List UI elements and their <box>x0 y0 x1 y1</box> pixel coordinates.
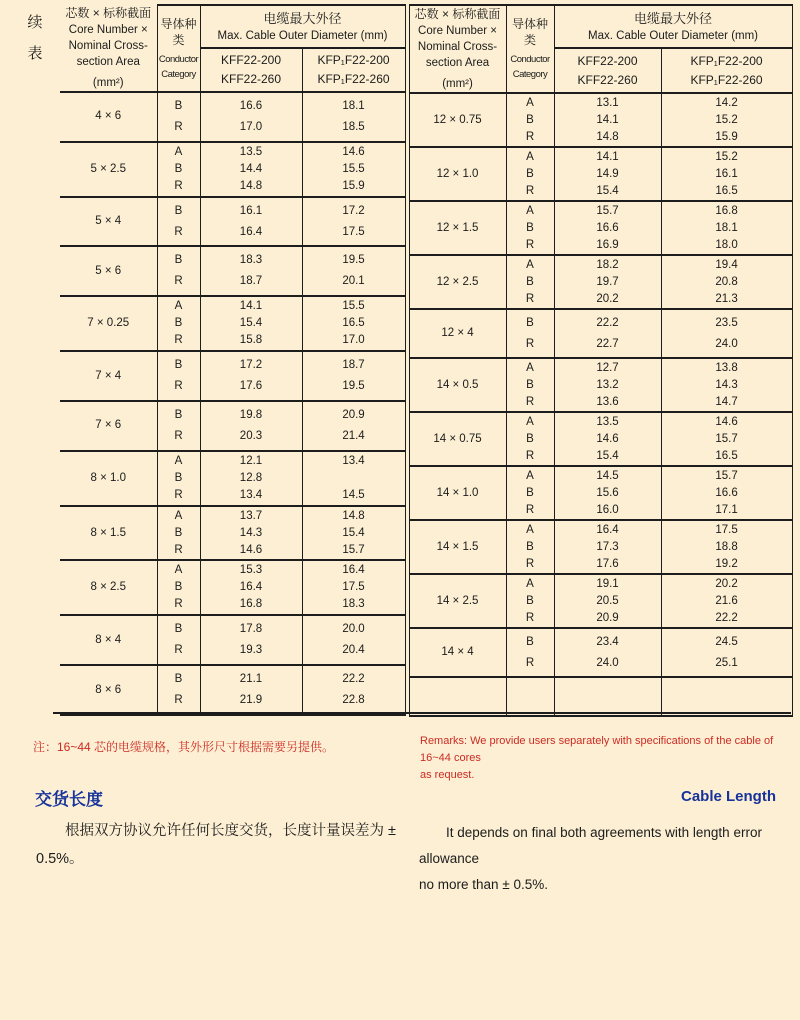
kfp-diameter-cell: 23.5 24.0 <box>661 309 792 358</box>
kfp-diameter-cell: 20.2 21.6 22.2 <box>661 574 792 628</box>
conductor-category-cell: B R <box>157 246 200 296</box>
continued-table-label <box>26 7 44 69</box>
header-line: KFF22-200 <box>220 52 282 67</box>
kff-diameter-cell: 13.7 14.3 14.6 <box>200 506 302 561</box>
table-row-group <box>60 615 405 665</box>
core-header-cell <box>409 5 506 93</box>
kff-diameter-cell: 14.1 14.9 15.4 <box>554 147 661 201</box>
header-line: KFP₁F22-200 <box>690 53 763 68</box>
kff-diameter-cell: 16.4 17.3 17.6 <box>554 520 661 574</box>
core-size-cell: 14 × 1.5 <box>409 520 506 574</box>
header-line: 芯数 × 标称截面 <box>414 7 501 21</box>
core-size-cell: 12 × 1.0 <box>409 147 506 201</box>
kfp-diameter-cell: 14.2 15.2 15.9 <box>661 93 792 147</box>
core-size-cell: 8 × 1.0 <box>60 451 157 506</box>
kff-diameter-cell <box>554 677 661 716</box>
table-body-left <box>60 92 405 715</box>
kff-diameter-cell: 18.2 19.7 20.2 <box>554 255 661 309</box>
table-row-group <box>409 93 792 147</box>
kfp-diameter-cell: 15.2 16.1 16.5 <box>661 147 792 201</box>
header-line: (mm²) <box>92 77 124 89</box>
kfp-diameter-cell: 14.6 15.7 16.5 <box>661 412 792 466</box>
header-line: KFP₁F22-260 <box>690 72 763 87</box>
table-row-group <box>60 197 405 247</box>
kff-diameter-cell: 13.1 14.1 14.8 <box>554 93 661 147</box>
section-heading-zh: 交货长度 <box>35 790 103 809</box>
conductor-category-cell: A B R <box>157 142 200 197</box>
core-size-cell: 12 × 4 <box>409 309 506 358</box>
spec-table-left <box>60 4 406 716</box>
kff-diameter-cell: 23.4 24.0 <box>554 628 661 677</box>
table-row-group <box>60 296 405 351</box>
conductor-category-cell: A B R <box>506 574 554 628</box>
continued-char: 表 <box>27 45 43 62</box>
header-line: 电缆最大外径 <box>263 10 342 26</box>
kff-diameter-cell: 13.5 14.4 14.8 <box>200 142 302 197</box>
header-line: Nominal Cross- <box>417 41 498 53</box>
header-line: Conductor <box>158 53 199 65</box>
kfp-diameter-cell: 19.4 20.8 21.3 <box>661 255 792 309</box>
table-row-group <box>60 506 405 561</box>
table-row-group <box>60 351 405 401</box>
kfp-diameter-cell: 18.1 18.5 <box>302 92 405 142</box>
conductor-category-cell: B R <box>157 665 200 715</box>
conductor-category-cell <box>506 677 554 716</box>
table-row-group <box>409 201 792 255</box>
diameter-header-cell <box>200 5 405 48</box>
header-line: Conductor <box>510 54 550 65</box>
table-row-group <box>409 628 792 677</box>
kff-diameter-cell: 14.1 15.4 15.8 <box>200 296 302 351</box>
header-line: KFF22-260 <box>220 71 282 86</box>
kff-diameter-cell: 16.6 17.0 <box>200 92 302 142</box>
kff-diameter-cell: 19.8 20.3 <box>200 401 302 451</box>
conductor-header-cell <box>157 5 200 92</box>
kff-diameter-cell: 14.5 15.6 16.0 <box>554 466 661 520</box>
table-row-group <box>409 412 792 466</box>
section-heading-en: Cable Length <box>680 788 776 805</box>
paragraph-en <box>419 820 787 898</box>
conductor-category-cell: B R <box>157 615 200 665</box>
conductor-category-cell: A B R <box>506 520 554 574</box>
table-row-group <box>409 574 792 628</box>
core-size-cell: 12 × 0.75 <box>409 93 506 147</box>
kfp-diameter-cell: 20.9 21.4 <box>302 401 405 451</box>
table-row-group <box>409 309 792 358</box>
kfp-diameter-cell: 24.5 25.1 <box>661 628 792 677</box>
header-line: 芯数 × 标称截面 <box>65 6 152 20</box>
core-size-cell: 8 × 1.5 <box>60 506 157 561</box>
table-row-group <box>409 255 792 309</box>
header-line: Nominal Cross- <box>68 40 148 52</box>
kfp-diameter-cell: 17.2 17.5 <box>302 197 405 247</box>
kff-diameter-cell: 12.7 13.2 13.6 <box>554 358 661 412</box>
table-row-group <box>60 401 405 451</box>
kfp-diameter-cell: 15.5 16.5 17.0 <box>302 296 405 351</box>
conductor-category-cell: A B R <box>157 296 200 351</box>
core-size-cell: 5 × 2.5 <box>60 142 157 197</box>
kfp-diameter-cell: 22.2 22.8 <box>302 665 405 715</box>
table-header <box>409 5 792 93</box>
continued-char: 续 <box>27 14 43 31</box>
conductor-category-cell: B R <box>157 401 200 451</box>
header-line: section Area <box>76 56 140 68</box>
diameter-header-cell <box>554 5 792 48</box>
table-row-group <box>409 358 792 412</box>
conductor-category-cell: A B R <box>506 201 554 255</box>
header-line: Core Number × <box>68 24 148 36</box>
kfp-diameter-cell: 17.5 18.8 19.2 <box>661 520 792 574</box>
core-size-cell: 7 × 4 <box>60 351 157 401</box>
conductor-category-cell: A B R <box>506 358 554 412</box>
core-size-cell: 7 × 6 <box>60 401 157 451</box>
text-line: as request. <box>420 769 475 781</box>
conductor-category-cell: B R <box>157 92 200 142</box>
core-size-cell: 14 × 2.5 <box>409 574 506 628</box>
spec-tables <box>60 4 793 717</box>
table-header <box>60 5 405 92</box>
kfp-models-cell <box>661 48 792 93</box>
header-line: Core Number × <box>418 25 497 37</box>
conductor-category-cell: A B R <box>506 93 554 147</box>
spec-table-right <box>409 4 793 717</box>
core-size-cell <box>409 677 506 716</box>
text-line: Remarks: We provide users separately with specifications of the cable of 16~44 cores <box>420 735 774 764</box>
core-header-cell <box>60 5 157 92</box>
kff-diameter-cell: 22.2 22.7 <box>554 309 661 358</box>
conductor-category-cell: A B R <box>506 255 554 309</box>
table-row-group <box>60 142 405 197</box>
header-line: KFP₁F22-260 <box>317 71 390 86</box>
kfp-diameter-cell: 16.4 17.5 18.3 <box>302 560 405 615</box>
core-size-cell: 8 × 2.5 <box>60 560 157 615</box>
kff-diameter-cell: 16.1 16.4 <box>200 197 302 247</box>
conductor-category-cell: A B R <box>506 412 554 466</box>
header-line: 导体种 <box>512 17 549 31</box>
kfp-diameter-cell: 14.8 15.4 15.7 <box>302 506 405 561</box>
table-row-group <box>60 246 405 296</box>
header-line: 导体种 <box>160 16 197 31</box>
header-line: Category <box>512 69 548 80</box>
header-line: Category <box>161 68 196 80</box>
header-line: (mm²) <box>442 78 473 90</box>
kfp-diameter-cell: 16.8 18.1 18.0 <box>661 201 792 255</box>
kfp-diameter-cell: 20.0 20.4 <box>302 615 405 665</box>
note-zh: 注：16~44 芯的电缆规格，其外形尺寸根据需要另提供。 <box>33 740 335 754</box>
core-size-cell: 7 × 0.25 <box>60 296 157 351</box>
table-row-group <box>409 466 792 520</box>
core-size-cell: 8 × 6 <box>60 665 157 715</box>
kff-diameter-cell: 19.1 20.5 20.9 <box>554 574 661 628</box>
kff-diameter-cell: 13.5 14.6 15.4 <box>554 412 661 466</box>
header-line: section Area <box>425 57 490 69</box>
table-row-group <box>60 451 405 506</box>
kff-diameter-cell: 17.2 17.6 <box>200 351 302 401</box>
core-size-cell: 14 × 0.5 <box>409 358 506 412</box>
table-row-group <box>409 520 792 574</box>
core-size-cell: 5 × 6 <box>60 246 157 296</box>
kfp-models-cell <box>302 48 405 92</box>
conductor-category-cell: A B R <box>157 560 200 615</box>
core-size-cell: 14 × 4 <box>409 628 506 677</box>
kfp-diameter-cell: 15.7 16.6 17.1 <box>661 466 792 520</box>
core-size-cell: 14 × 0.75 <box>409 412 506 466</box>
core-size-cell: 5 × 4 <box>60 197 157 247</box>
conductor-category-cell: B R <box>157 351 200 401</box>
table-row-group <box>60 665 405 715</box>
text-line: no more than ± 0.5%. <box>419 877 548 892</box>
header-line: KFF22-260 <box>577 72 638 87</box>
conductor-header-cell <box>506 5 554 93</box>
note-en <box>420 733 785 784</box>
header-line: KFF22-200 <box>577 53 638 68</box>
table-row-group <box>409 677 792 716</box>
table-bottom-rule <box>53 712 791 714</box>
table-row-group <box>409 147 792 201</box>
conductor-category-cell: A B R <box>506 466 554 520</box>
kfp-diameter-cell: 14.6 15.5 15.9 <box>302 142 405 197</box>
text-line: 根据双方协议允许任何长度交货，长度计量误差为 ± <box>65 823 396 839</box>
kff-diameter-cell: 12.1 12.8 13.4 <box>200 451 302 506</box>
kff-diameter-cell: 15.3 16.4 16.8 <box>200 560 302 615</box>
header-line: 电缆最大外径 <box>634 11 713 27</box>
header-line: Max. Cable Outer Diameter (mm) <box>588 30 759 43</box>
kfp-diameter-cell: 18.7 19.5 <box>302 351 405 401</box>
header-line: 类 <box>172 32 185 47</box>
kfp-diameter-cell: 19.5 20.1 <box>302 246 405 296</box>
kfp-diameter-cell: 13.4 14.5 <box>302 451 405 506</box>
table-row-group <box>60 92 405 142</box>
core-size-cell: 14 × 1.0 <box>409 466 506 520</box>
header-line: Max. Cable Outer Diameter (mm) <box>217 29 388 42</box>
kff-diameter-cell: 17.8 19.3 <box>200 615 302 665</box>
kff-models-cell <box>554 48 661 93</box>
conductor-category-cell: B R <box>157 197 200 247</box>
kff-diameter-cell: 18.3 18.7 <box>200 246 302 296</box>
conductor-category-cell: A B R <box>157 451 200 506</box>
table-row-group <box>60 560 405 615</box>
kff-diameter-cell: 15.7 16.6 16.9 <box>554 201 661 255</box>
text-line: 0.5%。 <box>36 851 84 867</box>
kfp-diameter-cell <box>661 677 792 716</box>
core-size-cell: 8 × 4 <box>60 615 157 665</box>
kfp-diameter-cell: 13.8 14.3 14.7 <box>661 358 792 412</box>
paragraph-zh <box>36 817 422 873</box>
text-line: It depends on final both agreements with length error allowance <box>419 825 762 866</box>
kff-models-cell <box>200 48 302 92</box>
conductor-category-cell: B R <box>506 628 554 677</box>
header-line: 类 <box>524 33 537 47</box>
core-size-cell: 12 × 2.5 <box>409 255 506 309</box>
core-size-cell: 12 × 1.5 <box>409 201 506 255</box>
header-line: KFP₁F22-200 <box>317 52 390 67</box>
core-size-cell: 4 × 6 <box>60 92 157 142</box>
table-body-right <box>409 93 792 716</box>
conductor-category-cell: A B R <box>157 506 200 561</box>
kff-diameter-cell: 21.1 21.9 <box>200 665 302 715</box>
conductor-category-cell: B R <box>506 309 554 358</box>
conductor-category-cell: A B R <box>506 147 554 201</box>
